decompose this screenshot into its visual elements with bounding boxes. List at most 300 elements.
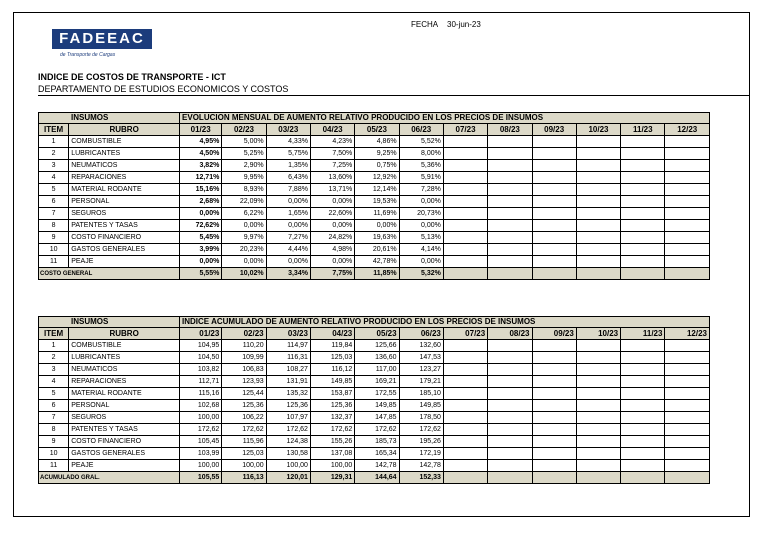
table-row — [39, 220, 710, 232]
value-cell — [621, 412, 665, 424]
total-label: ACUMULADO GRAL. — [39, 472, 180, 484]
value-cell: 106,83 — [222, 364, 266, 376]
value-cell: 12,71% — [180, 172, 222, 184]
rubro-cell: LUBRICANTES — [69, 148, 180, 160]
rubro-cell: COSTO FINANCIERO — [69, 436, 180, 448]
value-cell: 11,69% — [355, 208, 399, 220]
value-cell: 136,60 — [355, 352, 399, 364]
total-value-cell: 144,64 — [355, 472, 399, 484]
value-cell — [576, 148, 620, 160]
value-cell: 9,97% — [222, 232, 266, 244]
value-cell: 123,93 — [222, 376, 266, 388]
value-cell: 4,50% — [180, 148, 222, 160]
rubro-cell: SEGUROS — [69, 208, 180, 220]
value-cell — [621, 340, 665, 352]
value-cell: 12,92% — [355, 172, 399, 184]
value-cell — [443, 424, 487, 436]
value-cell — [488, 388, 532, 400]
total-value-cell: 120,01 — [266, 472, 310, 484]
total-value-cell: 10,02% — [222, 268, 266, 280]
value-cell: 195,26 — [399, 436, 443, 448]
value-cell: 155,26 — [310, 436, 354, 448]
value-cell — [532, 340, 576, 352]
value-cell — [576, 376, 620, 388]
value-cell — [621, 160, 665, 172]
value-cell: 125,36 — [222, 400, 266, 412]
value-cell — [576, 364, 620, 376]
value-cell: 125,66 — [355, 340, 399, 352]
value-cell — [443, 172, 487, 184]
value-cell: 106,22 — [222, 412, 266, 424]
rubro-cell: MATERIAL RODANTE — [69, 184, 180, 196]
value-cell — [488, 412, 532, 424]
value-cell: 7,25% — [310, 160, 354, 172]
month-header: 11/23 — [621, 124, 665, 136]
value-cell: 0,00% — [310, 256, 354, 268]
value-cell: 105,45 — [180, 436, 222, 448]
rubro-cell: PEAJE — [69, 256, 180, 268]
value-cell — [621, 220, 665, 232]
month-header: 07/23 — [443, 124, 487, 136]
value-cell: 103,99 — [180, 448, 222, 460]
value-cell: 42,78% — [355, 256, 399, 268]
total-value-cell — [621, 268, 665, 280]
value-cell: 4,33% — [266, 136, 310, 148]
total-value-cell: 129,31 — [310, 472, 354, 484]
table-row — [39, 400, 710, 412]
table-row — [39, 208, 710, 220]
value-cell: 172,55 — [355, 388, 399, 400]
value-cell: 100,00 — [180, 412, 222, 424]
table-row — [39, 340, 710, 352]
value-cell — [665, 184, 710, 196]
value-cell: 153,87 — [310, 388, 354, 400]
value-cell: 0,75% — [355, 160, 399, 172]
item-cell: 2 — [39, 148, 69, 160]
value-cell — [443, 436, 487, 448]
value-cell — [621, 448, 665, 460]
value-cell — [576, 208, 620, 220]
value-cell: 7,50% — [310, 148, 354, 160]
value-cell — [443, 160, 487, 172]
value-cell: 5,36% — [399, 160, 443, 172]
value-cell — [532, 388, 576, 400]
value-cell — [488, 136, 532, 148]
value-cell — [532, 376, 576, 388]
value-cell: 149,85 — [355, 400, 399, 412]
item-cell: 8 — [39, 424, 69, 436]
logo-subtext: de Transporte de Cargas — [60, 52, 116, 58]
report-subtitle: DEPARTAMENTO DE ESTUDIOS ECONOMICOS Y COSTOS — [38, 84, 289, 94]
value-cell: 20,73% — [399, 208, 443, 220]
value-cell: 4,23% — [310, 136, 354, 148]
value-cell: 172,62 — [310, 424, 354, 436]
value-cell: 142,78 — [399, 460, 443, 472]
value-cell — [443, 388, 487, 400]
total-value-cell: 7,75% — [310, 268, 354, 280]
total-label: COSTO GENERAL — [39, 268, 180, 280]
value-cell: 5,91% — [399, 172, 443, 184]
value-cell — [621, 376, 665, 388]
value-cell — [443, 196, 487, 208]
table-row — [39, 244, 710, 256]
value-cell — [532, 208, 576, 220]
month-header: 02/23 — [222, 124, 266, 136]
value-cell — [665, 244, 710, 256]
table-row — [39, 136, 710, 148]
value-cell: 3,82% — [180, 160, 222, 172]
value-cell — [532, 460, 576, 472]
value-cell: 137,08 — [310, 448, 354, 460]
value-cell: 125,03 — [222, 448, 266, 460]
value-cell — [532, 220, 576, 232]
item-cell: 9 — [39, 436, 69, 448]
value-cell: 4,86% — [355, 136, 399, 148]
value-cell — [576, 460, 620, 472]
value-cell — [621, 436, 665, 448]
value-cell — [488, 364, 532, 376]
month-header: 05/23 — [355, 328, 399, 340]
value-cell — [665, 448, 710, 460]
item-cell: 9 — [39, 232, 69, 244]
month-header: 06/23 — [399, 124, 443, 136]
value-cell: 7,28% — [399, 184, 443, 196]
value-cell: 165,34 — [355, 448, 399, 460]
value-cell — [443, 148, 487, 160]
rubro-cell: SEGUROS — [69, 412, 180, 424]
rubro-cell: COMBUSTIBLE — [69, 340, 180, 352]
value-cell: 132,37 — [310, 412, 354, 424]
value-cell — [665, 196, 710, 208]
logo-text: FADEEAC — [59, 30, 145, 47]
value-cell: 19,53% — [355, 196, 399, 208]
value-cell — [443, 232, 487, 244]
month-header: 05/23 — [355, 124, 399, 136]
item-cell: 7 — [39, 208, 69, 220]
month-header: 12/23 — [665, 328, 710, 340]
table-row — [39, 256, 710, 268]
value-cell: 172,62 — [399, 424, 443, 436]
fadeeac-logo — [52, 25, 152, 61]
value-cell: 0,00% — [222, 220, 266, 232]
value-cell: 108,27 — [266, 364, 310, 376]
value-cell: 169,21 — [355, 376, 399, 388]
value-cell: 132,60 — [399, 340, 443, 352]
value-cell — [488, 172, 532, 184]
item-cell: 2 — [39, 352, 69, 364]
cumulative-index-table — [38, 316, 710, 484]
value-cell: 116,31 — [266, 352, 310, 364]
value-cell — [665, 208, 710, 220]
value-cell: 0,00% — [355, 220, 399, 232]
value-cell: 0,00% — [222, 256, 266, 268]
insumos-header: INSUMOS — [39, 317, 180, 328]
item-cell: 5 — [39, 388, 69, 400]
month-header: 08/23 — [488, 124, 532, 136]
rubro-cell: PERSONAL — [69, 400, 180, 412]
rubro-cell: PERSONAL — [69, 196, 180, 208]
item-cell: 5 — [39, 184, 69, 196]
value-cell: 6,43% — [266, 172, 310, 184]
value-cell: 116,12 — [310, 364, 354, 376]
month-header: 09/23 — [532, 328, 576, 340]
item-cell: 10 — [39, 244, 69, 256]
value-cell — [665, 220, 710, 232]
value-cell: 172,62 — [266, 424, 310, 436]
report-title: INDICE DE COSTOS DE TRANSPORTE - ICT — [38, 72, 226, 82]
value-cell: 110,20 — [222, 340, 266, 352]
value-cell — [621, 244, 665, 256]
item-cell: 7 — [39, 412, 69, 424]
rubro-cell: NEUMATICOS — [69, 364, 180, 376]
value-cell — [488, 184, 532, 196]
value-cell — [665, 376, 710, 388]
value-cell — [621, 172, 665, 184]
value-cell — [488, 160, 532, 172]
value-cell: 0,00% — [180, 256, 222, 268]
value-cell — [443, 352, 487, 364]
value-cell: 115,16 — [180, 388, 222, 400]
value-cell: 0,00% — [266, 220, 310, 232]
value-cell: 20,23% — [222, 244, 266, 256]
table-row — [39, 436, 710, 448]
value-cell — [532, 148, 576, 160]
value-cell: 125,44 — [222, 388, 266, 400]
rubro-cell: PEAJE — [69, 460, 180, 472]
month-header: 03/23 — [266, 328, 310, 340]
month-header: 10/23 — [576, 328, 620, 340]
value-cell — [532, 256, 576, 268]
value-cell: 149,85 — [399, 400, 443, 412]
value-cell — [576, 388, 620, 400]
value-cell — [576, 160, 620, 172]
table-row — [39, 232, 710, 244]
value-cell — [665, 424, 710, 436]
value-cell — [665, 364, 710, 376]
value-cell: 104,50 — [180, 352, 222, 364]
value-cell: 0,00% — [180, 208, 222, 220]
table-row — [39, 412, 710, 424]
total-value-cell — [665, 268, 710, 280]
value-cell: 147,85 — [355, 412, 399, 424]
item-cell: 3 — [39, 160, 69, 172]
value-cell — [488, 232, 532, 244]
rubro-cell: REPARACIONES — [69, 172, 180, 184]
value-cell: 0,00% — [266, 256, 310, 268]
month-header: 04/23 — [310, 124, 354, 136]
value-cell: 107,97 — [266, 412, 310, 424]
value-cell: 0,00% — [399, 256, 443, 268]
value-cell — [532, 352, 576, 364]
value-cell — [576, 196, 620, 208]
value-cell — [488, 256, 532, 268]
value-cell: 4,44% — [266, 244, 310, 256]
month-header: 06/23 — [399, 328, 443, 340]
rubro-header: RUBRO — [69, 124, 180, 136]
value-cell — [532, 400, 576, 412]
table-row — [39, 424, 710, 436]
monthly-variation-table — [38, 112, 710, 280]
month-header: 07/23 — [443, 328, 487, 340]
value-cell — [621, 424, 665, 436]
month-header: 11/23 — [621, 328, 665, 340]
value-cell: 147,53 — [399, 352, 443, 364]
value-cell: 100,00 — [180, 460, 222, 472]
value-cell — [443, 208, 487, 220]
value-cell: 5,45% — [180, 232, 222, 244]
value-cell — [665, 148, 710, 160]
value-cell: 5,52% — [399, 136, 443, 148]
total-value-cell: 11,85% — [355, 268, 399, 280]
rubro-cell: MATERIAL RODANTE — [69, 388, 180, 400]
value-cell — [443, 364, 487, 376]
value-cell — [665, 172, 710, 184]
value-cell: 172,62 — [222, 424, 266, 436]
value-cell: 20,61% — [355, 244, 399, 256]
value-cell — [665, 232, 710, 244]
value-cell — [621, 196, 665, 208]
value-cell: 5,25% — [222, 148, 266, 160]
value-cell: 0,00% — [399, 196, 443, 208]
value-cell — [532, 184, 576, 196]
value-cell — [665, 340, 710, 352]
value-cell — [621, 136, 665, 148]
value-cell — [443, 412, 487, 424]
value-cell: 7,88% — [266, 184, 310, 196]
value-cell — [665, 400, 710, 412]
value-cell: 149,85 — [310, 376, 354, 388]
value-cell — [576, 424, 620, 436]
value-cell: 4,95% — [180, 136, 222, 148]
value-cell — [488, 424, 532, 436]
value-cell — [576, 184, 620, 196]
total-value-cell — [488, 268, 532, 280]
value-cell: 0,00% — [399, 220, 443, 232]
value-cell: 124,38 — [266, 436, 310, 448]
value-cell: 119,84 — [310, 340, 354, 352]
total-value-cell — [532, 268, 576, 280]
rubro-cell: COSTO FINANCIERO — [69, 232, 180, 244]
total-value-cell — [621, 472, 665, 484]
value-cell — [576, 256, 620, 268]
rubro-cell: COMBUSTIBLE — [69, 136, 180, 148]
value-cell: 24,82% — [310, 232, 354, 244]
value-cell — [488, 244, 532, 256]
value-cell — [576, 436, 620, 448]
value-cell — [576, 220, 620, 232]
value-cell: 8,93% — [222, 184, 266, 196]
value-cell: 172,19 — [399, 448, 443, 460]
value-cell: 102,68 — [180, 400, 222, 412]
value-cell — [443, 460, 487, 472]
month-header: 02/23 — [222, 328, 266, 340]
band-title: INDICE ACUMULADO DE AUMENTO RELATIVO PRODUCIDO EN LOS PRECIOS DE INSUMOS — [180, 317, 710, 328]
rubro-cell: PATENTES Y TASAS — [69, 220, 180, 232]
value-cell: 13,60% — [310, 172, 354, 184]
item-cell: 1 — [39, 340, 69, 352]
rubro-cell: GASTOS GENERALES — [69, 244, 180, 256]
value-cell — [488, 148, 532, 160]
item-cell: 6 — [39, 400, 69, 412]
table-row — [39, 376, 710, 388]
value-cell: 1,35% — [266, 160, 310, 172]
value-cell — [665, 136, 710, 148]
value-cell: 19,63% — [355, 232, 399, 244]
value-cell — [621, 256, 665, 268]
rubro-cell: GASTOS GENERALES — [69, 448, 180, 460]
value-cell — [665, 256, 710, 268]
value-cell: 135,32 — [266, 388, 310, 400]
item-cell: 3 — [39, 364, 69, 376]
total-value-cell: 152,33 — [399, 472, 443, 484]
value-cell: 100,00 — [266, 460, 310, 472]
month-header: 08/23 — [488, 328, 532, 340]
value-cell — [621, 388, 665, 400]
value-cell: 125,36 — [310, 400, 354, 412]
total-value-cell: 105,55 — [180, 472, 222, 484]
value-cell — [621, 208, 665, 220]
value-cell: 104,95 — [180, 340, 222, 352]
table-row — [39, 196, 710, 208]
table-row — [39, 148, 710, 160]
fecha-label: FECHA — [411, 20, 439, 29]
rubro-cell: PATENTES Y TASAS — [69, 424, 180, 436]
value-cell — [488, 460, 532, 472]
value-cell — [621, 400, 665, 412]
value-cell — [488, 352, 532, 364]
value-cell — [488, 208, 532, 220]
value-cell — [488, 448, 532, 460]
value-cell — [443, 136, 487, 148]
value-cell — [488, 376, 532, 388]
rubro-cell: REPARACIONES — [69, 376, 180, 388]
value-cell: 22,09% — [222, 196, 266, 208]
value-cell: 125,03 — [310, 352, 354, 364]
value-cell — [665, 436, 710, 448]
value-cell — [532, 136, 576, 148]
value-cell: 72,62% — [180, 220, 222, 232]
value-cell: 123,27 — [399, 364, 443, 376]
value-cell — [488, 340, 532, 352]
value-cell — [665, 160, 710, 172]
value-cell — [532, 436, 576, 448]
value-cell — [443, 184, 487, 196]
value-cell: 1,65% — [266, 208, 310, 220]
value-cell: 114,97 — [266, 340, 310, 352]
value-cell: 117,00 — [355, 364, 399, 376]
value-cell — [443, 448, 487, 460]
value-cell: 3,99% — [180, 244, 222, 256]
value-cell — [665, 412, 710, 424]
value-cell: 142,78 — [355, 460, 399, 472]
month-header: 01/23 — [180, 124, 222, 136]
value-cell: 100,00 — [222, 460, 266, 472]
value-cell — [443, 376, 487, 388]
total-value-cell — [532, 472, 576, 484]
item-cell: 4 — [39, 172, 69, 184]
value-cell: 0,00% — [310, 196, 354, 208]
value-cell: 22,60% — [310, 208, 354, 220]
value-cell: 172,62 — [355, 424, 399, 436]
value-cell: 9,25% — [355, 148, 399, 160]
value-cell — [532, 424, 576, 436]
insumos-header: INSUMOS — [39, 113, 180, 124]
value-cell: 2,68% — [180, 196, 222, 208]
total-value-cell — [665, 472, 710, 484]
value-cell: 100,00 — [310, 460, 354, 472]
value-cell: 15,16% — [180, 184, 222, 196]
divider — [38, 95, 750, 96]
